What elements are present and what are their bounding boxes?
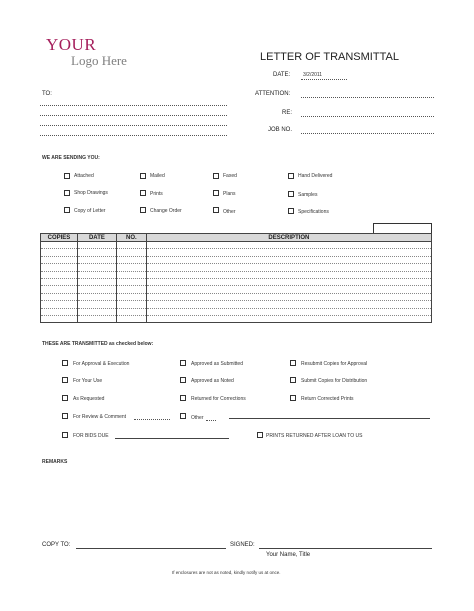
table-row[interactable] bbox=[41, 271, 432, 278]
plans-checkbox[interactable] bbox=[213, 190, 219, 196]
for-bids-line[interactable] bbox=[115, 438, 229, 439]
logo-subtext: Logo Here bbox=[71, 53, 127, 68]
mailed-checkbox[interactable] bbox=[140, 173, 146, 179]
submit-copies-checkbox[interactable] bbox=[290, 377, 296, 383]
as-requested-label: As Requested bbox=[73, 396, 105, 402]
table-row[interactable] bbox=[41, 315, 432, 322]
attached-label: Attached bbox=[74, 173, 94, 179]
shop-drawings-label: Shop Drawings bbox=[74, 190, 108, 196]
remarks-area[interactable] bbox=[42, 468, 432, 538]
plans-label: Plans bbox=[223, 191, 236, 197]
to-line-2[interactable] bbox=[40, 115, 227, 116]
return-corrected-label: Return Corrected Prints bbox=[301, 396, 354, 402]
remarks-label: REMARKS bbox=[42, 459, 68, 465]
attention-label: ATTENTION: bbox=[255, 91, 291, 97]
faxed-checkbox[interactable] bbox=[213, 173, 219, 179]
resubmit-label: Resubmit Copies for Approval bbox=[301, 361, 368, 367]
change-order-label: Change Order bbox=[150, 208, 182, 214]
table-row[interactable] bbox=[41, 301, 432, 308]
submit-copies-label: Submit Copies for Distribution bbox=[301, 378, 368, 384]
table-header-row bbox=[41, 234, 432, 242]
return-corrected-checkbox[interactable] bbox=[290, 395, 296, 401]
re-field[interactable] bbox=[301, 116, 434, 117]
name-title: Your Name, Title bbox=[266, 552, 311, 558]
approved-submitted-checkbox[interactable] bbox=[180, 360, 186, 366]
change-order-checkbox[interactable] bbox=[140, 207, 146, 213]
header-copies: COPIES bbox=[41, 234, 78, 242]
hand-delivered-label: Hand Delivered bbox=[298, 173, 333, 179]
copy-of-letter-label: Copy of Letter bbox=[74, 208, 106, 214]
items-table bbox=[40, 233, 432, 323]
table-row[interactable] bbox=[41, 242, 432, 249]
other-checkbox[interactable] bbox=[213, 207, 219, 213]
other-label: Other bbox=[223, 209, 236, 215]
attention-field[interactable] bbox=[301, 97, 434, 98]
specifications-checkbox[interactable] bbox=[288, 208, 294, 214]
samples-label: Samples bbox=[298, 192, 318, 198]
hand-delivered-checkbox[interactable] bbox=[288, 173, 294, 179]
table-row[interactable] bbox=[41, 249, 432, 256]
job-field[interactable] bbox=[301, 133, 434, 134]
approved-noted-checkbox[interactable] bbox=[180, 377, 186, 383]
page-title: LETTER OF TRANSMITTAL bbox=[260, 51, 399, 63]
date-label: DATE: bbox=[273, 72, 291, 78]
prints-returned-label: PRINTS RETURNED AFTER LOAN TO US bbox=[266, 433, 363, 439]
table-row[interactable] bbox=[41, 293, 432, 300]
signed-line[interactable] bbox=[259, 548, 432, 549]
for-bids-checkbox[interactable] bbox=[62, 432, 68, 438]
job-label: JOB NO. bbox=[268, 127, 293, 133]
copy-to-line[interactable] bbox=[76, 548, 226, 549]
transmitted-other-label: Other bbox=[191, 415, 204, 421]
mailed-label: Mailed bbox=[150, 173, 165, 179]
table-row[interactable] bbox=[41, 264, 432, 271]
footer-note: If enclosures are not as noted, kindly notify us at once. bbox=[172, 570, 281, 575]
shop-drawings-checkbox[interactable] bbox=[64, 190, 70, 196]
date-value[interactable]: 3/2/2011 bbox=[303, 72, 323, 78]
approved-submitted-label: Approved as Submitted bbox=[191, 361, 243, 367]
copy-to-label: COPY TO: bbox=[42, 542, 71, 548]
to-label: TO: bbox=[42, 91, 52, 97]
for-approval-label: For Approval & Execution bbox=[73, 361, 130, 367]
for-approval-checkbox[interactable] bbox=[62, 360, 68, 366]
prints-returned-checkbox[interactable] bbox=[257, 432, 263, 438]
samples-checkbox[interactable] bbox=[288, 191, 294, 197]
returned-corrections-checkbox[interactable] bbox=[180, 395, 186, 401]
other-short-line bbox=[206, 420, 216, 421]
header-description: DESCRIPTION bbox=[146, 234, 431, 242]
prints-label: Prints bbox=[150, 191, 163, 197]
for-your-use-label: For Your Use bbox=[73, 378, 103, 384]
sending-label: WE ARE SENDING YOU: bbox=[42, 155, 100, 161]
header-date: DATE bbox=[77, 234, 116, 242]
as-requested-checkbox[interactable] bbox=[62, 395, 68, 401]
approved-noted-label: Approved as Noted bbox=[191, 378, 234, 384]
for-review-line bbox=[134, 419, 170, 420]
date-line bbox=[301, 79, 347, 80]
table-row[interactable] bbox=[41, 308, 432, 315]
attached-checkbox[interactable] bbox=[64, 173, 70, 179]
table-row[interactable] bbox=[41, 256, 432, 263]
to-line-1[interactable] bbox=[40, 105, 227, 106]
header-no: NO. bbox=[116, 234, 146, 242]
resubmit-checkbox[interactable] bbox=[290, 360, 296, 366]
returned-corrections-label: Returned for Corrections bbox=[191, 396, 246, 402]
to-line-4[interactable] bbox=[40, 135, 227, 136]
for-your-use-checkbox[interactable] bbox=[62, 377, 68, 383]
logo-text: YOUR bbox=[46, 35, 97, 54]
copy-of-letter-checkbox[interactable] bbox=[64, 207, 70, 213]
for-review-checkbox[interactable] bbox=[62, 413, 68, 419]
re-label: RE: bbox=[282, 110, 293, 116]
other-field-line[interactable] bbox=[229, 418, 430, 419]
prints-checkbox[interactable] bbox=[140, 190, 146, 196]
to-line-3[interactable] bbox=[40, 125, 227, 126]
for-review-label: For Review & Comment bbox=[73, 414, 127, 420]
signed-label: SIGNED: bbox=[230, 542, 255, 548]
table-row[interactable] bbox=[41, 278, 432, 285]
faxed-label: Faxed bbox=[223, 173, 237, 179]
transmitted-other-checkbox[interactable] bbox=[180, 413, 186, 419]
for-bids-label: FOR BIDS DUE bbox=[73, 433, 109, 439]
specifications-label: Specifications bbox=[298, 209, 329, 215]
transmitted-label: THESE ARE TRANSMITTED as checked below: bbox=[42, 341, 154, 347]
table-row[interactable] bbox=[41, 286, 432, 293]
